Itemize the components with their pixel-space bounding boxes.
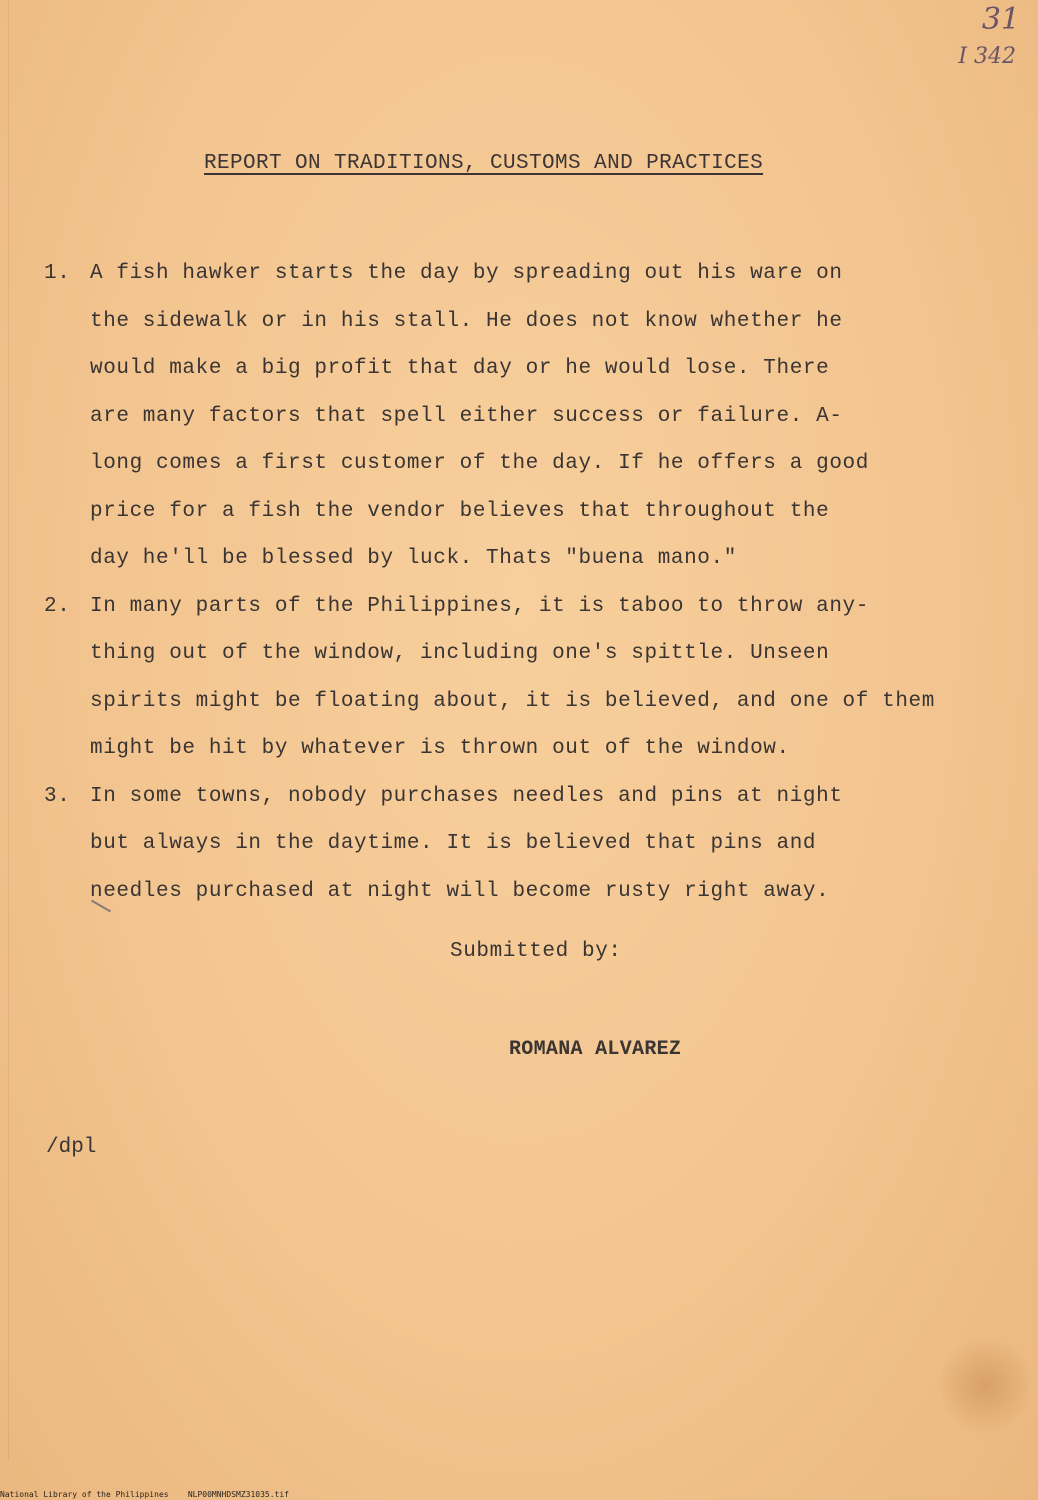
item-line: needles purchased at night will become rusty right away. [90,879,830,903]
scan-footer [0,1490,289,1499]
page-edge-mark [8,0,9,1460]
list-item [44,583,1024,773]
item-line: In some towns, nobody purchases needles and pins at night [90,784,843,808]
handwritten-page-number: 31 [981,2,1020,37]
item-line: A fish hawker starts the day by spreading out his ware on [90,262,843,285]
item-line: price for a fish the vendor believes that throughout the [90,499,830,523]
item-line: long comes a first customer of the day. If he offers a good [90,452,869,475]
item-line: thing out of the window, including one's spittle. Unseen [90,642,830,665]
item-number: 2. [44,594,71,618]
item-line: the sidewalk or in his stall. He does not know whether he [90,309,843,333]
handwritten-reference: I 342 [958,44,1016,69]
item-number: 3. [44,784,71,808]
typist-initials: /dpl [46,1136,97,1159]
item-line: might be hit by whatever is thrown out of the window. [90,737,790,760]
footer-filename: NLP00MNHDSMZ31035.tif [187,1490,289,1499]
list-item [44,250,1024,583]
item-line: In many parts of the Philippines, it is taboo to throw any- [90,594,869,618]
paper-stain [940,1330,1030,1440]
item-line: spirits might be floating about, it is believed, and one of them [90,689,935,713]
footer-source: National Library of the Philippines [0,1490,169,1499]
submitted-by-label: Submitted by: [450,940,622,963]
item-line: but always in the daytime. It is believed that pins and [90,832,817,855]
document-title: REPORT ON TRADITIONS, CUSTOMS AND PRACTICES [204,152,764,175]
item-line: would make a big profit that day or he would lose. There [90,357,830,380]
item-list [44,250,1024,915]
item-number: 1. [44,262,71,285]
signer-name: ROMANA ALVAREZ [509,1038,682,1061]
item-line: are many factors that spell either success or failure. A- [90,404,843,428]
item-line: day he'll be blessed by luck. Thats "buena mano." [90,547,737,570]
list-item [44,773,1024,916]
